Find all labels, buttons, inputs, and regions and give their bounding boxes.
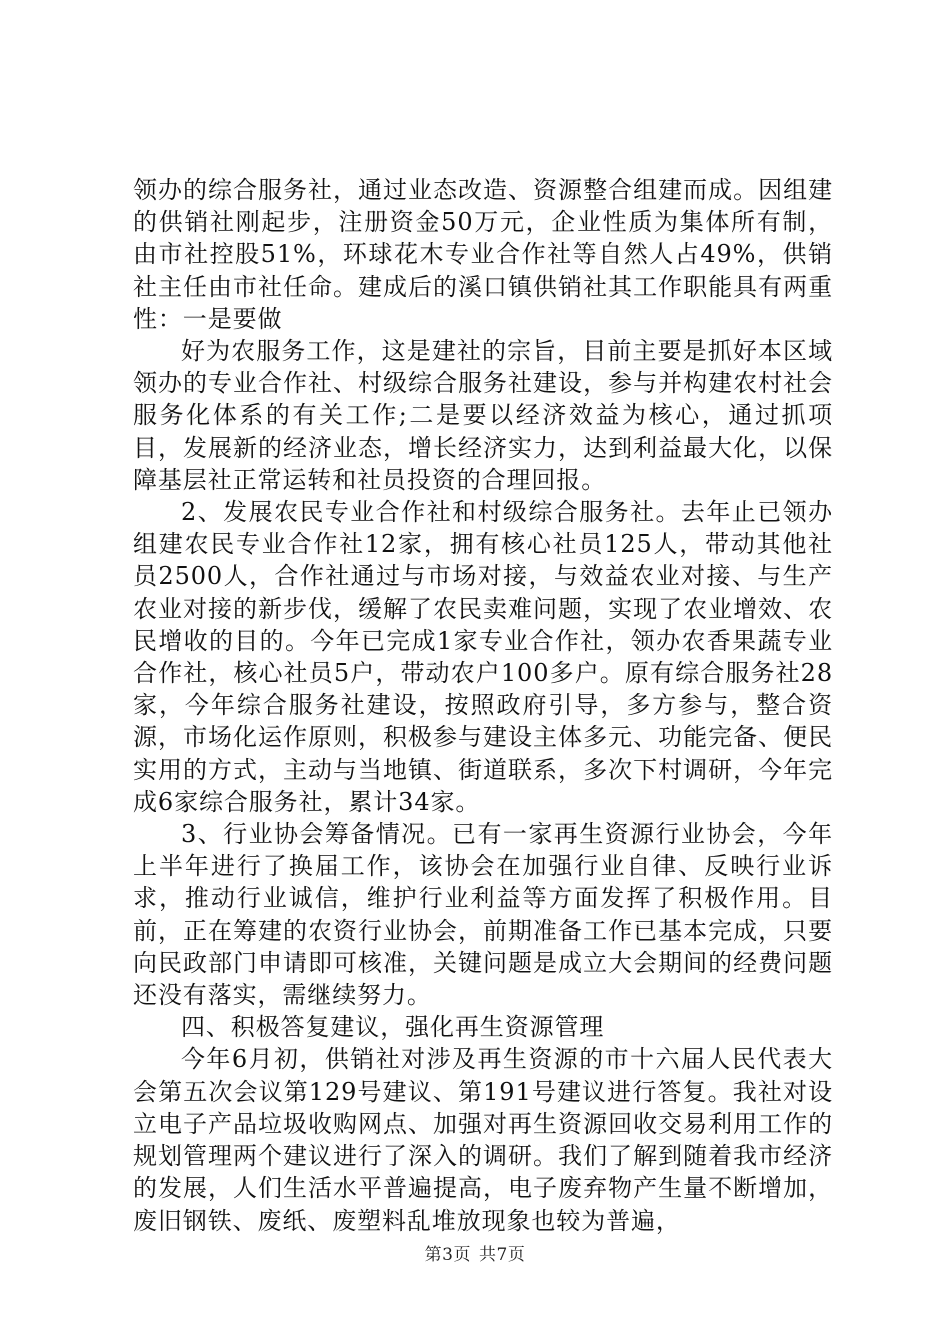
document-body: [133, 174, 833, 1237]
paragraph-industry-association: 3、行业协会筹备情况。已有一家再生资源行业协会，今年上半年进行了换届工作，该协会在加强行业自律、反映行业诉求，推动行业诚信，维护行业利益等方面发挥了积极作用。目前，正在筹建的农资行业协会，前期准备工作已基本完成，只要向民政部门申请即可核准，关键问题是成立大会期间的经费问题还没有落实，需继续努力。: [133, 820, 833, 1010]
section-heading: 四、积极答复建议，强化再生资源管理: [181, 1013, 605, 1042]
paragraph-service-work: 好为农服务工作，这是建社的宗旨，目前主要是抓好本区域领办的专业合作社、村级综合服务社建设，参与并构建农村社会服务化体系的有关工作;二是要以经济效益为核心，通过抓项目，发展新的经济业态，增长经济实力，达到利益最大化，以保障基层社正常运转和社员投资的合理回报。: [133, 337, 833, 494]
paragraph-recycling-proposals: 今年6月初，供销社对涉及再生资源的市十六届人民代表大会第五次会议第129号建议、第191号建议进行答复。我社对设立电子产品垃圾收购网点、加强对再生资源回收交易利用工作的规划管理两个建议进行了深入的调研。我们了解到随着我市经济的发展，人们生活水平普遍提高，电子废弃物产生量不断增加，废旧钢铁、废纸、废塑料乱堆放现象也较为普遍，: [133, 1045, 833, 1235]
page-total: 共7页: [479, 1245, 526, 1265]
paragraph-continued: 领办的综合服务社，通过业态改造、资源整合组建而成。因组建的供销社刚起步，注册资金50万元，企业性质为集体所有制，由市社控股51%，环球花木专业合作社等自然人占49%，供销社主任由市社任命。建成后的溪口镇供销社其工作职能具有两重性：一是要做: [133, 176, 833, 333]
page-number: 第3页: [424, 1245, 471, 1265]
paragraph-cooperatives: 2、发展农民专业合作社和村级综合服务社。去年止已领办组建农民专业合作社12家，拥有核心社员125人，带动其他社员2500人，合作社通过与市场对接，与效益农业对接、与生产农业对接的新步伐，缓解了农民卖难问题，实现了农业增效、农民增收的目的。今年已完成1家专业合作社，领办农香果蔬专业合作社，核心社员5户，带动农户100多户。原有综合服务社28家，今年综合服务社建设，按照政府引导，多方参与，整合资源，市场化运作原则，积极参与建设主体多元、功能完备、便民实用的方式，主动与当地镇、街道联系，多次下村调研，今年完成6家综合服务社，累计34家。: [133, 498, 833, 816]
page-footer: [0, 1240, 950, 1265]
